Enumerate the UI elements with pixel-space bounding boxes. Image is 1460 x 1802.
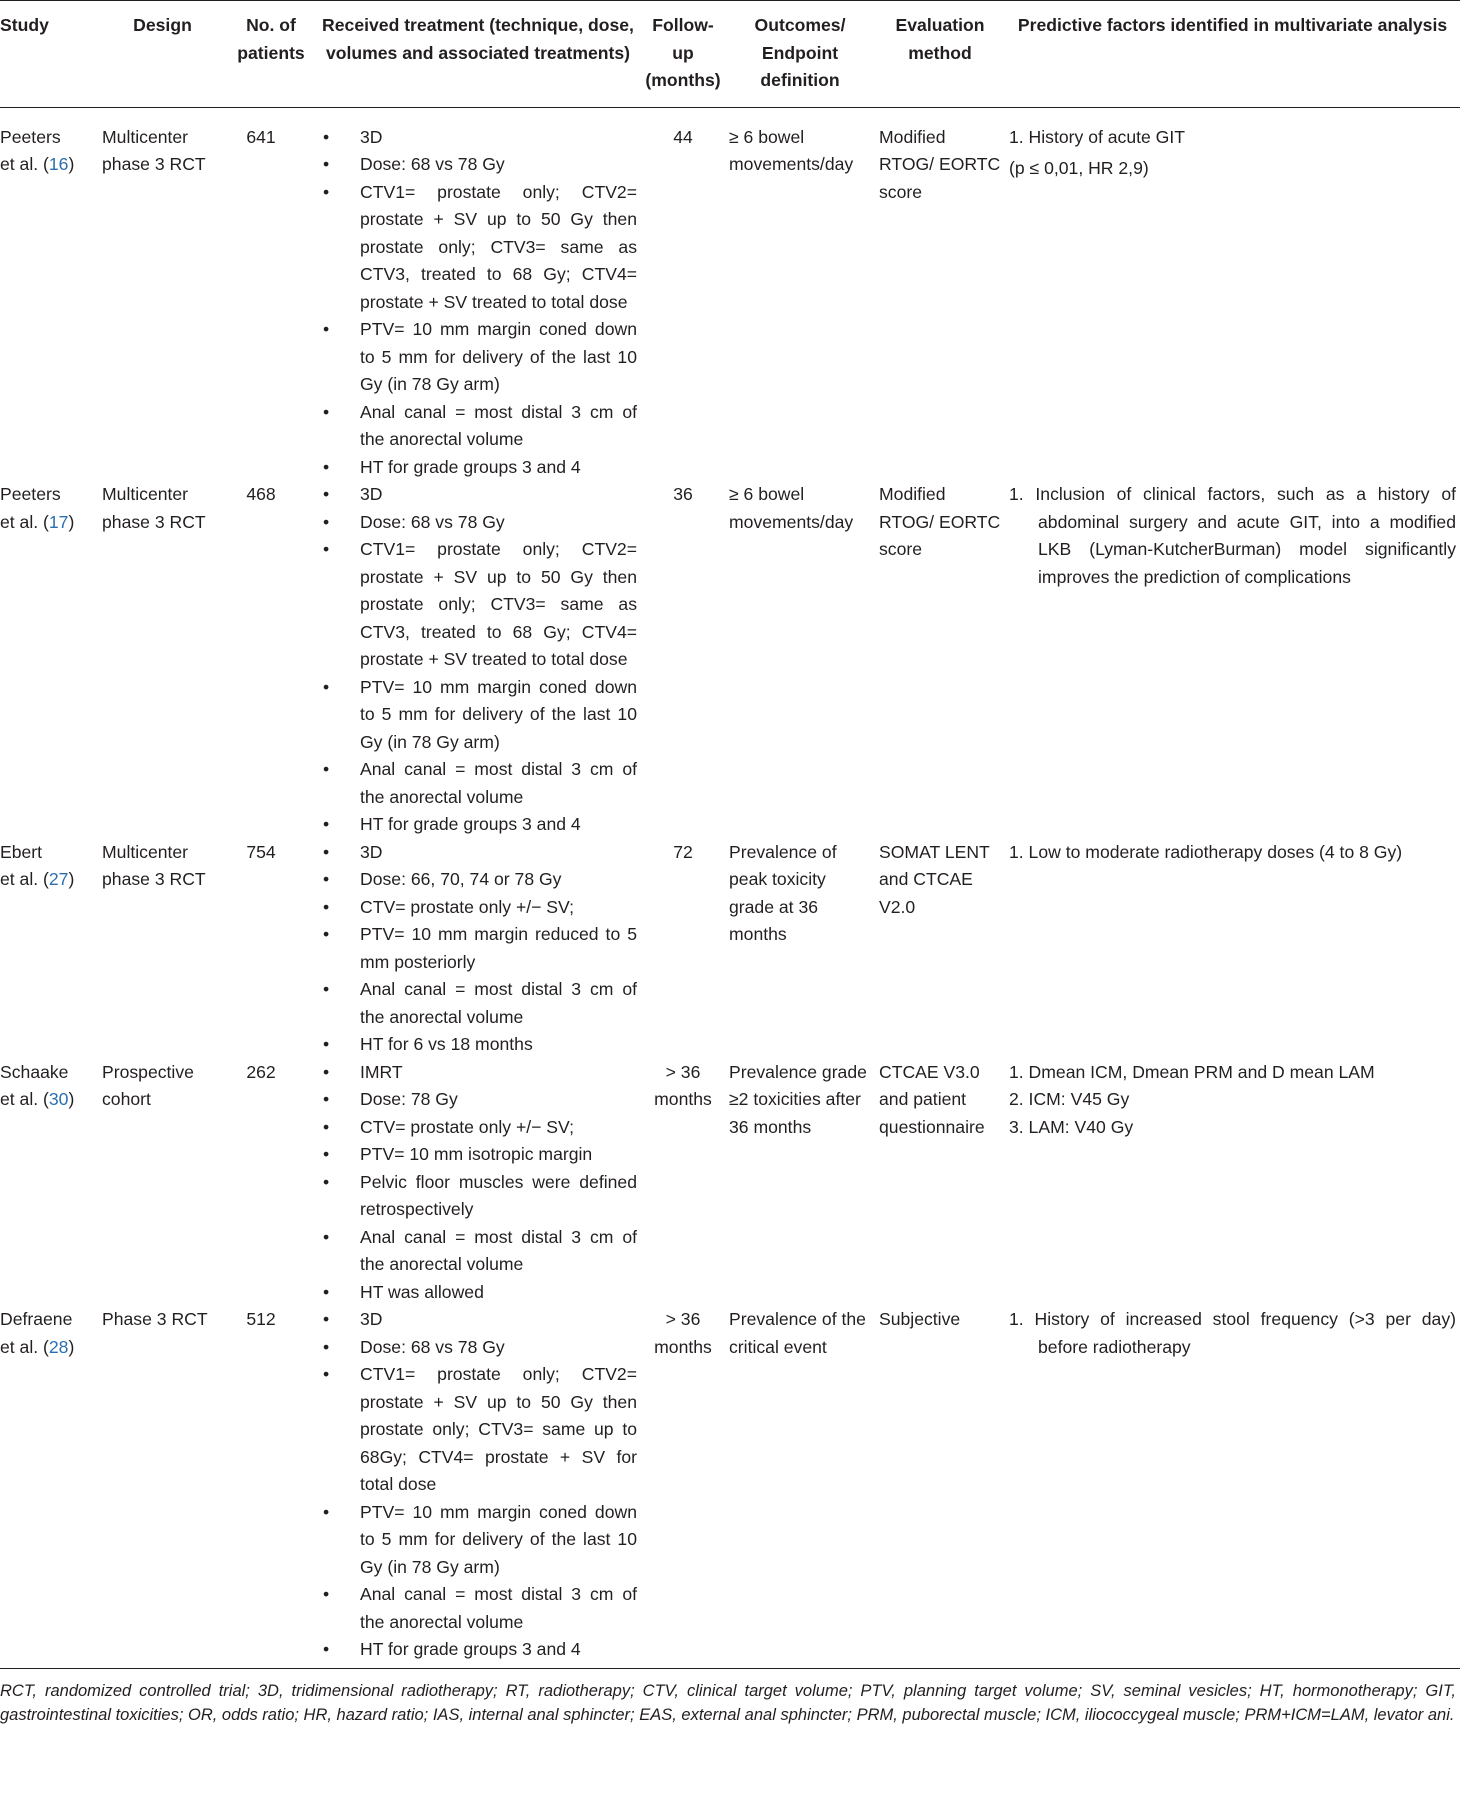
study-citation-close: ) xyxy=(68,869,75,889)
predictive-item: 1. Dmean ICM, Dmean PRM and D mean LAM xyxy=(1009,1061,1375,1082)
predictive-item: 1. History of acute GIT xyxy=(1009,126,1185,147)
study-citation-close: ) xyxy=(68,1089,75,1109)
table-body xyxy=(0,107,1460,1668)
cell-patients: 754 xyxy=(246,841,276,862)
study-citation-close: ) xyxy=(68,154,75,174)
cell-treatment xyxy=(315,839,641,1059)
header-row xyxy=(0,1,1460,108)
predictive-note: (p ≤ 0,01, HR 2,9) xyxy=(1009,158,1149,178)
cell-predictive xyxy=(1005,839,1460,1059)
treatment-list xyxy=(319,481,637,839)
treatment-item: • Anal canal = most distal 3 cm of the anorectal volume xyxy=(319,399,637,454)
treatment-item: • HT for grade groups 3 and 4 xyxy=(319,1636,637,1664)
treatment-item: • Dose: 68 vs 78 Gy xyxy=(319,509,637,537)
treatment-item: • 3D xyxy=(319,481,637,509)
cell-evaluation: CTCAE V3.0 and patient questionnaire xyxy=(879,1061,985,1137)
cell-evaluation: SOMAT LENT and CTCAE V2.0 xyxy=(879,841,990,917)
treatment-item: • Dose: 66, 70, 74 or 78 Gy xyxy=(319,866,637,894)
study-etal: et al. ( xyxy=(0,869,49,889)
table-row xyxy=(0,1059,1460,1307)
treatment-item: • Anal canal = most distal 3 cm of the anorectal volume xyxy=(319,1224,637,1279)
treatment-item: • CTV= prostate only +/− SV; xyxy=(319,894,637,922)
cell-treatment xyxy=(315,1306,641,1668)
study-citation xyxy=(0,866,94,894)
cell-study xyxy=(0,481,98,839)
cell-study xyxy=(0,107,98,481)
header-followup: Follow-up (months) xyxy=(641,1,725,108)
study-citation xyxy=(0,509,94,537)
cell-design: Multicenter phase 3 RCT xyxy=(102,484,206,532)
study-author: Peeters xyxy=(0,126,61,147)
cell-outcomes: ≥ 6 bowel movements/day xyxy=(729,126,854,174)
reference-link[interactable]: 17 xyxy=(48,511,69,532)
cell-predictive xyxy=(1005,1059,1460,1307)
cell-patients: 512 xyxy=(227,1306,315,1668)
treatment-item: • Dose: 68 vs 78 Gy xyxy=(319,151,637,179)
reference-link[interactable]: 28 xyxy=(48,1336,69,1357)
header-evaluation: Evaluation method xyxy=(875,1,1005,108)
cell-followup: 72 xyxy=(673,841,693,862)
cell-study xyxy=(0,1059,98,1307)
cell-evaluation: Modified RTOG/ EORTC score xyxy=(879,484,1001,559)
treatment-list xyxy=(319,1306,637,1664)
predictive-item: 1. History of increased stool frequency (>3 per day) before radiotherapy xyxy=(1009,1309,1456,1357)
cell-outcomes: Prevalence of the critical event xyxy=(725,1306,875,1668)
predictive-item: 3. LAM: V40 Gy xyxy=(1009,1116,1134,1137)
reference-link[interactable]: 16 xyxy=(48,154,69,174)
cell-followup: > 36 months xyxy=(654,1061,712,1109)
header-outcomes: Outcomes/ Endpoint definition xyxy=(725,1,875,108)
study-etal: et al. ( xyxy=(0,1089,49,1109)
predictive-list xyxy=(1009,1306,1456,1361)
header-design: Design xyxy=(98,1,227,108)
table-row xyxy=(0,481,1460,839)
header-patients: No. of patients xyxy=(227,1,315,108)
reference-link[interactable]: 27 xyxy=(48,869,69,889)
treatment-item: • HT was allowed xyxy=(319,1279,637,1307)
cell-treatment xyxy=(315,481,641,839)
predictive-list xyxy=(1009,839,1456,867)
treatment-item: • PTV= 10 mm isotropic margin xyxy=(319,1141,637,1169)
predictive-list xyxy=(1009,124,1456,152)
treatment-item: • CTV1= prostate only; CTV2= prostate + SV up to 50 Gy then prostate only; CTV3= same as CTV3, treated to 68 Gy; CTV4= prostate + SV treated to total dose xyxy=(319,536,637,674)
cell-evaluation: Modified RTOG/ EORTC score xyxy=(879,126,1001,202)
treatment-item: • PTV= 10 mm margin coned down to 5 mm for delivery of the last 10 Gy (in 78 Gy arm) xyxy=(319,1499,637,1582)
treatment-item: • PTV= 10 mm margin reduced to 5 mm posteriorly xyxy=(319,921,637,976)
cell-design: Multicenter phase 3 RCT xyxy=(102,841,206,889)
cell-design: Prospective cohort xyxy=(102,1061,194,1109)
treatment-item: • Dose: 78 Gy xyxy=(319,1086,637,1114)
treatment-list xyxy=(319,839,637,1059)
study-etal: et al. ( xyxy=(0,511,49,532)
table-row xyxy=(0,1306,1460,1668)
treatment-item: • HT for grade groups 3 and 4 xyxy=(319,811,637,839)
header-predictive: Predictive factors identified in multivariate analysis xyxy=(1005,1,1460,108)
cell-study xyxy=(0,1306,98,1668)
study-citation xyxy=(0,1086,94,1114)
cell-patients: 468 xyxy=(246,484,276,504)
predictive-list xyxy=(1009,481,1456,591)
table-header xyxy=(0,1,1460,108)
table-row xyxy=(0,839,1460,1059)
study-citation xyxy=(0,151,94,179)
study-citation-close: ) xyxy=(68,1336,75,1357)
cell-followup: > 36 months xyxy=(641,1306,725,1668)
cell-predictive xyxy=(1005,1306,1460,1668)
predictive-list xyxy=(1009,1059,1456,1142)
study-author: Ebert xyxy=(0,841,43,862)
treatment-item: • CTV1= prostate only; CTV2= prostate + SV up to 50 Gy then prostate only; CTV3= same as CTV3, treated to 68 Gy; CTV4= prostate + SV treated to total dose xyxy=(319,179,637,317)
treatment-item: • CTV= prostate only +/− SV; xyxy=(319,1114,637,1142)
treatment-item: • Pelvic floor muscles were defined retrospectively xyxy=(319,1169,637,1224)
treatment-item: • Anal canal = most distal 3 cm of the anorectal volume xyxy=(319,756,637,811)
treatment-item: • PTV= 10 mm margin coned down to 5 mm for delivery of the last 10 Gy (in 78 Gy arm) xyxy=(319,316,637,399)
treatment-list xyxy=(319,124,637,482)
study-citation xyxy=(0,1334,94,1362)
cell-predictive xyxy=(1005,107,1460,481)
cell-outcomes: ≥ 6 bowel movements/day xyxy=(729,484,854,532)
predictive-item: 1. Inclusion of clinical factors, such as a history of abdominal surgery and acute GIT, into a modified LKB (Lyman-KutcherBurman) model significantly improves the prediction of complications xyxy=(1009,484,1456,587)
study-etal: et al. ( xyxy=(0,1336,49,1357)
treatment-list xyxy=(319,1059,637,1307)
cell-design: Phase 3 RCT xyxy=(98,1306,227,1668)
treatment-item: • Dose: 68 vs 78 Gy xyxy=(319,1334,637,1362)
study-citation-close: ) xyxy=(68,511,75,532)
treatment-item: • Anal canal = most distal 3 cm of the anorectal volume xyxy=(319,1581,637,1636)
treatment-item: • HT for 6 vs 18 months xyxy=(319,1031,637,1059)
cell-outcomes: Prevalence of peak toxicity grade at 36 months xyxy=(729,841,837,944)
header-treatment: Received treatment (technique, dose, volumes and associated treatments) xyxy=(315,1,641,108)
cell-treatment xyxy=(315,107,641,481)
predictive-item: 2. ICM: V45 Gy xyxy=(1009,1089,1130,1109)
treatment-item: • Anal canal = most distal 3 cm of the anorectal volume xyxy=(319,976,637,1031)
cell-evaluation: Subjective xyxy=(875,1306,1005,1668)
header-study: Study xyxy=(0,1,98,108)
cell-treatment xyxy=(315,1059,641,1307)
cell-followup: 44 xyxy=(673,126,693,147)
study-etal: et al. ( xyxy=(0,154,49,174)
treatment-item: • HT for grade groups 3 and 4 xyxy=(319,454,637,482)
cell-predictive xyxy=(1005,481,1460,839)
cell-study xyxy=(0,839,98,1059)
study-author: Peeters xyxy=(0,484,61,504)
cell-patients: 262 xyxy=(246,1061,276,1082)
cell-design: Multicenter phase 3 RCT xyxy=(102,126,206,174)
cell-outcomes: Prevalence grade ≥2 toxicities after 36 months xyxy=(729,1061,867,1137)
treatment-item: • 3D xyxy=(319,124,637,152)
predictive-item: 1. Low to moderate radiotherapy doses (4 to 8 Gy) xyxy=(1009,841,1403,862)
table-footnote: RCT, randomized controlled trial; 3D, tridimensional radiotherapy; RT, radiotherapy; CTV, clinical target volume; PTV, planning target volume; SV, seminal vesicles; HT, hormonotherapy; GIT, gastrointestinal toxicities; OR, odds ratio; HR, hazard ratio; IAS, internal anal sphincter; EAS, external anal sphincter; PRM, puborectal muscle; ICM, iliococcygeal muscle; PRM+ICM=LAM, levator ani. xyxy=(0,1681,1456,1724)
cell-followup: 36 xyxy=(673,484,693,504)
treatment-item: • 3D xyxy=(319,839,637,867)
table-row xyxy=(0,107,1460,481)
study-author: Defraene xyxy=(0,1309,73,1329)
study-author: Schaake xyxy=(0,1061,69,1082)
treatment-item: • 3D xyxy=(319,1306,637,1334)
cell-patients: 641 xyxy=(246,126,276,147)
treatment-item: • PTV= 10 mm margin coned down to 5 mm for delivery of the last 10 Gy (in 78 Gy arm) xyxy=(319,674,637,757)
treatment-item: • IMRT xyxy=(319,1059,637,1087)
reference-link[interactable]: 30 xyxy=(48,1089,69,1109)
treatment-item: • CTV1= prostate only; CTV2= prostate + SV up to 50 Gy then prostate only; CTV3= same up to 68Gy; CTV4= prostate + SV for total dose xyxy=(319,1361,637,1499)
